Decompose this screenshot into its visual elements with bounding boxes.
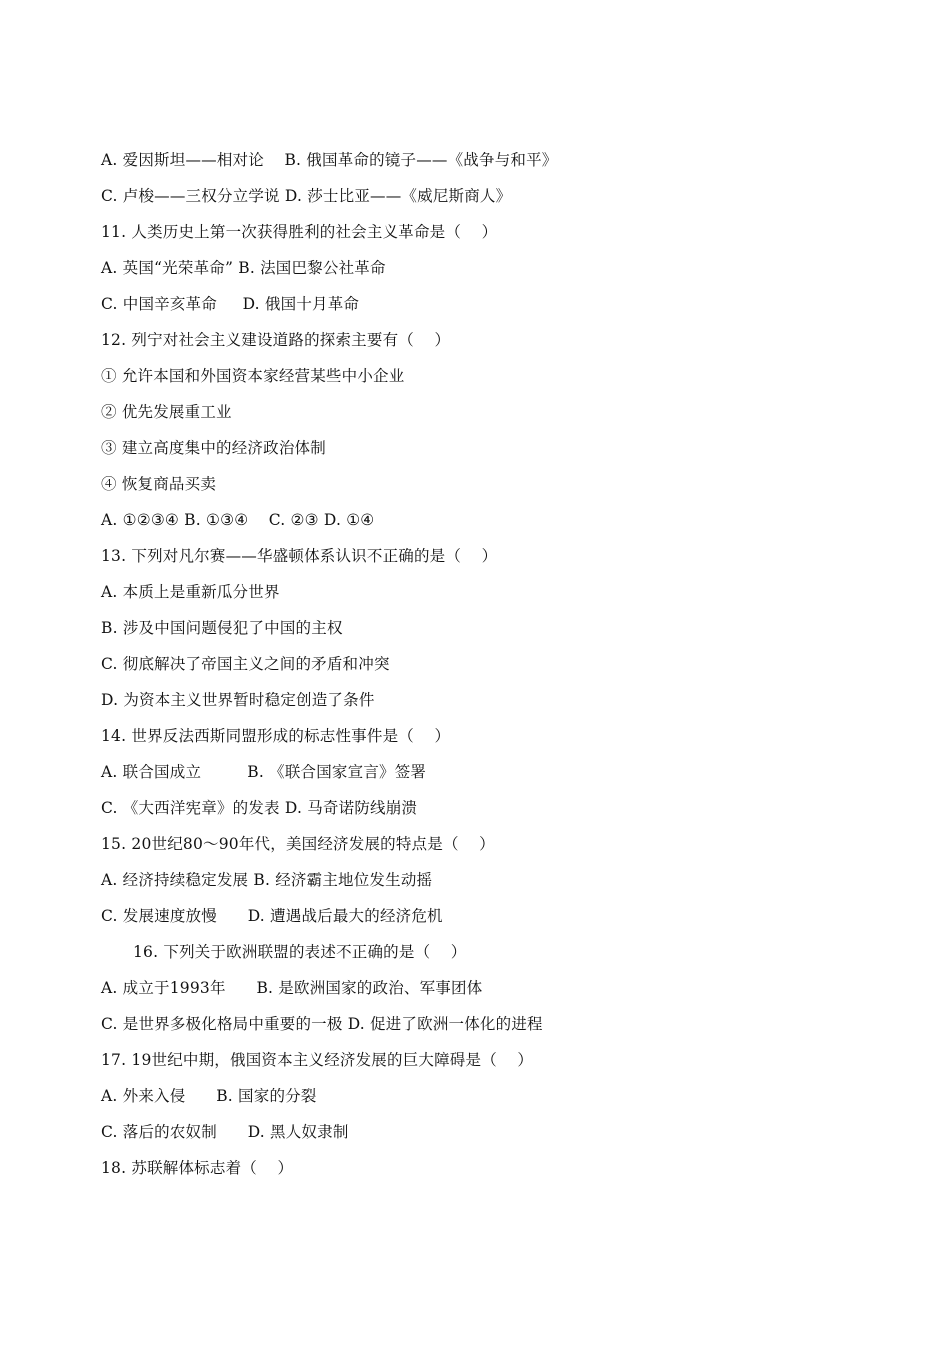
question-11: 11. 人类历史上第一次获得胜利的社会主义革命是（ ） (101, 223, 498, 241)
option-line: A. 外来入侵 B. 国家的分裂 (101, 1087, 317, 1105)
question-14: 14. 世界反法西斯同盟形成的标志性事件是（ ） (101, 727, 451, 745)
statement-item: ① 允许本国和外国资本家经营某些中小企业 (101, 367, 405, 385)
option-line: A. 爱因斯坦——相对论 B. 俄国革命的镜子——《战争与和平》 (101, 151, 558, 169)
option-line: A. ①②③④ B. ①③④ C. ②③ D. ①④ (101, 511, 375, 529)
option-line: A. 经济持续稳定发展 B. 经济霸主地位发生动摇 (101, 871, 433, 889)
option-line: A. 成立于1993年 B. 是欧洲国家的政治、军事团体 (101, 979, 483, 997)
option-line: C. 中国辛亥革命 D. 俄国十月革命 (101, 295, 360, 313)
question-16: 16. 下列关于欧洲联盟的表述不正确的是（ ） (133, 943, 467, 961)
option-line: A. 英国“光荣革命” B. 法国巴黎公社革命 (101, 259, 386, 277)
option-line: C. 是世界多极化格局中重要的一极 D. 促进了欧洲一体化的进程 (101, 1015, 543, 1033)
statement-item: ③ 建立高度集中的经济政治体制 (101, 439, 326, 457)
question-17: 17. 19世纪中期，俄国资本主义经济发展的巨大障碍是（ ） (101, 1051, 534, 1069)
option-line: C. 彻底解决了帝国主义之间的矛盾和冲突 (101, 655, 390, 673)
option-line: C. 卢梭——三权分立学说 D. 莎士比亚——《威尼斯商人》 (101, 187, 512, 205)
option-line: A. 联合国成立 B. 《联合国家宣言》签署 (101, 763, 427, 781)
statement-item: ④ 恢复商品买卖 (101, 475, 217, 493)
option-line: D. 为资本主义世界暂时稳定创造了条件 (101, 691, 375, 709)
option-line: C. 发展速度放慢 D. 遭遇战后最大的经济危机 (101, 907, 443, 925)
question-13: 13. 下列对凡尔赛——华盛顿体系认识不正确的是（ ） (101, 547, 498, 565)
option-line: C. 落后的农奴制 D. 黑人奴隶制 (101, 1123, 349, 1141)
question-18: 18. 苏联解体标志着（ ） (101, 1159, 294, 1177)
option-line: A. 本质上是重新瓜分世界 (101, 583, 280, 601)
question-12: 12. 列宁对社会主义建设道路的探索主要有（ ） (101, 331, 451, 349)
statement-item: ② 优先发展重工业 (101, 403, 232, 421)
question-15: 15. 20世纪80～90年代，美国经济发展的特点是（ ） (101, 835, 495, 853)
option-line: B. 涉及中国问题侵犯了中国的主权 (101, 619, 343, 637)
option-line: C. 《大西洋宪章》的发表 D. 马奇诺防线崩溃 (101, 799, 418, 817)
